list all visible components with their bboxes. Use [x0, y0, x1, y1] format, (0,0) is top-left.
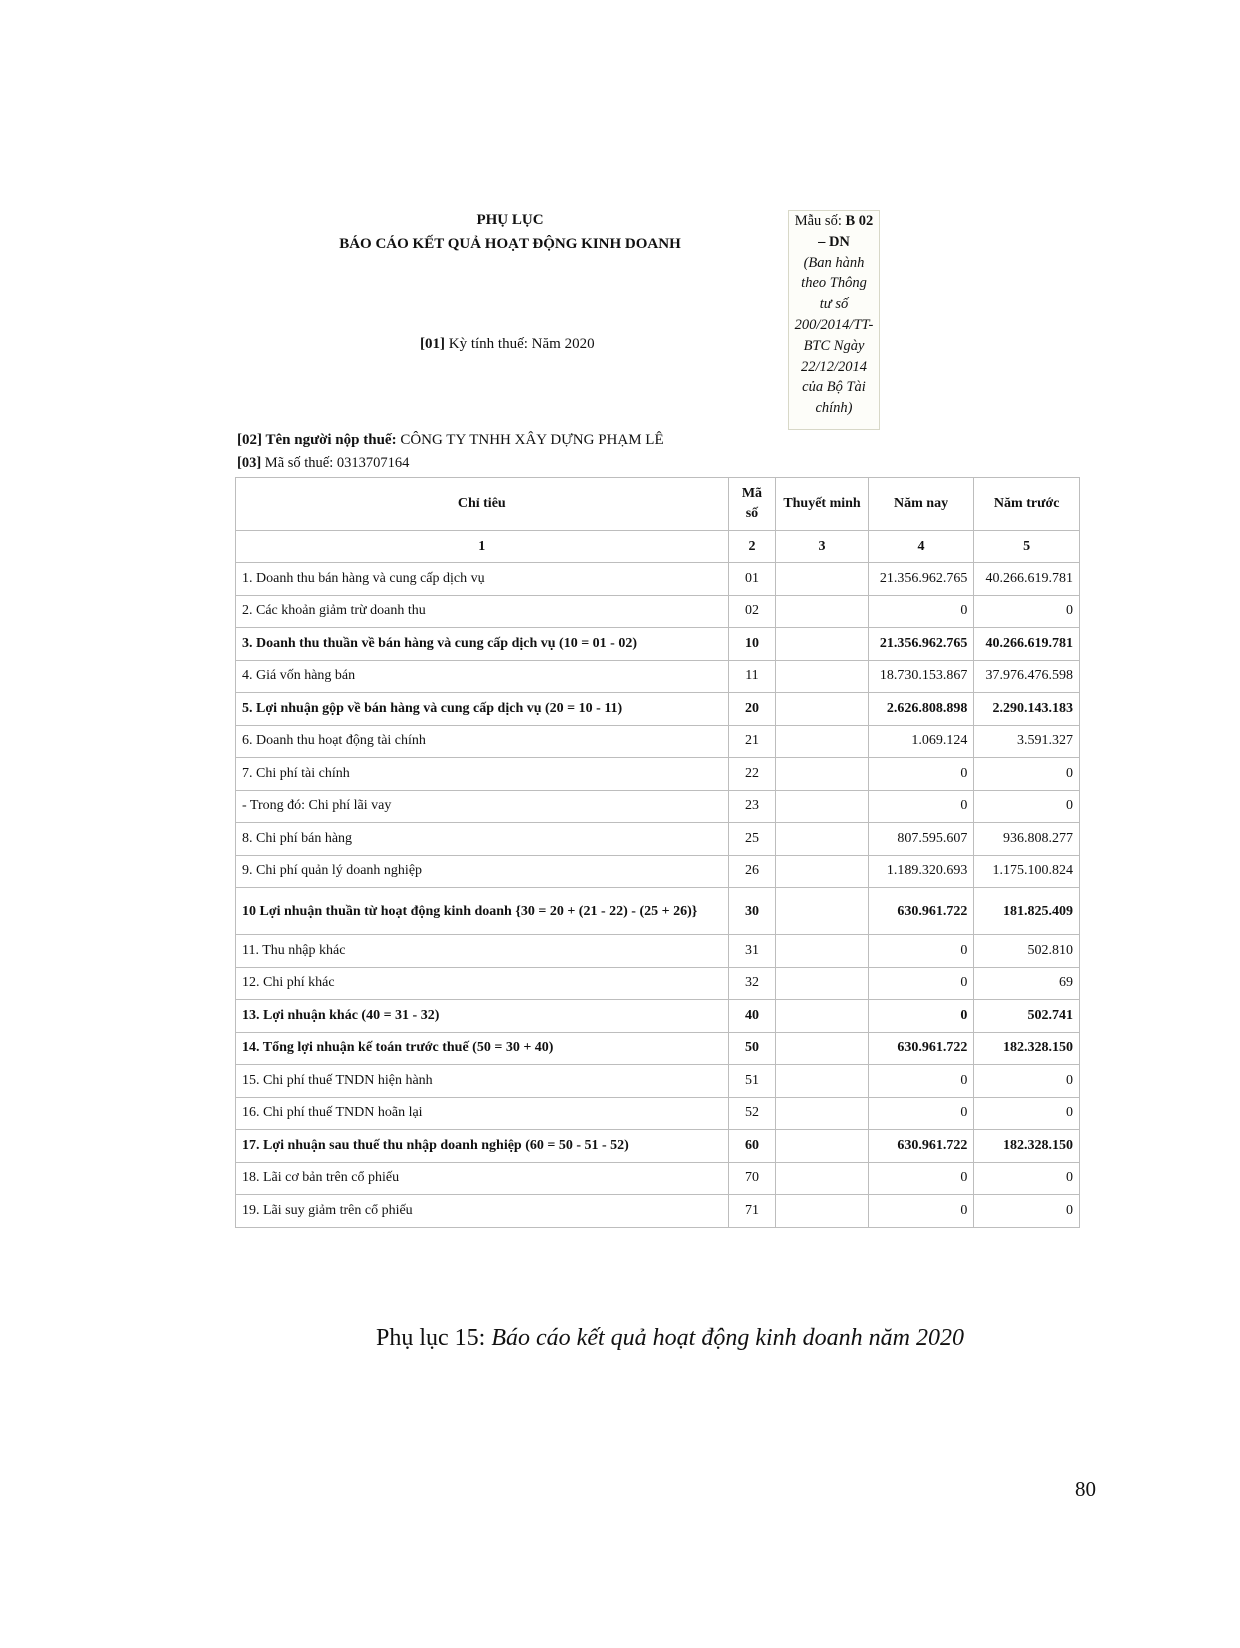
index-cell: 4 [868, 531, 974, 563]
tax-period-label: [01] [420, 336, 445, 352]
table-row [236, 1000, 1080, 1033]
header-cell-code: Mã số [728, 478, 776, 531]
table-row [236, 1130, 1080, 1163]
taxpayer-name [237, 432, 664, 449]
index-cell: 2 [728, 531, 776, 563]
note-cell [776, 888, 868, 935]
indicator-cell: 8. Chi phí bán hàng [236, 823, 729, 856]
previous-year-cell: 0 [974, 595, 1080, 628]
previous-year-cell: 3.591.327 [974, 725, 1080, 758]
current-year-cell: 0 [868, 1162, 974, 1195]
code-cell: 51 [728, 1065, 776, 1098]
current-year-cell: 2.626.808.898 [868, 693, 974, 726]
index-cell: 1 [236, 531, 729, 563]
note-cell [776, 855, 868, 888]
code-cell: 32 [728, 967, 776, 1000]
indicator-cell: 10 Lợi nhuận thuần từ hoạt động kinh doanh {30 = 20 + (21 - 22) - (25 + 26)} [236, 888, 729, 935]
note-cell [776, 790, 868, 823]
code-cell: 26 [728, 855, 776, 888]
previous-year-cell: 936.808.277 [974, 823, 1080, 856]
current-year-cell: 0 [868, 1195, 974, 1228]
form-note-line: BTC Ngày [803, 337, 865, 354]
current-year-cell: 0 [868, 1065, 974, 1098]
indicator-cell: 11. Thu nhập khác [236, 935, 729, 968]
table-row [236, 1065, 1080, 1098]
note-cell [776, 758, 868, 791]
column-index-row [236, 531, 1080, 563]
code-cell: 10 [728, 628, 776, 661]
code-cell: 01 [728, 563, 776, 596]
form-note-line: 200/2014/TT- [794, 316, 874, 333]
indicator-cell: 5. Lợi nhuận gộp về bán hàng và cung cấp dịch vụ (20 = 10 - 11) [236, 693, 729, 726]
form-note-line: tư số [819, 296, 849, 313]
code-cell: 71 [728, 1195, 776, 1228]
form-note-line: (Ban hành [803, 254, 865, 271]
table-row [236, 628, 1080, 661]
previous-year-cell: 37.976.476.598 [974, 660, 1080, 693]
code-cell: 20 [728, 693, 776, 726]
current-year-cell: 807.595.607 [868, 823, 974, 856]
note-cell [776, 693, 868, 726]
code-cell: 02 [728, 595, 776, 628]
code-cell: 11 [728, 660, 776, 693]
indicator-cell: 17. Lợi nhuận sau thuế thu nhập doanh nghiệp (60 = 50 - 51 - 52) [236, 1130, 729, 1163]
table-row [236, 595, 1080, 628]
previous-year-cell: 1.175.100.824 [974, 855, 1080, 888]
table-row [236, 563, 1080, 596]
indicator-cell: 19. Lãi suy giảm trên cổ phiếu [236, 1195, 729, 1228]
indicator-cell: 16. Chi phí thuế TNDN hoãn lại [236, 1097, 729, 1130]
indicator-cell: - Trong đó: Chi phí lãi vay [236, 790, 729, 823]
note-cell [776, 1065, 868, 1098]
table-row [236, 855, 1080, 888]
note-cell [776, 1097, 868, 1130]
indicator-cell: 7. Chi phí tài chính [236, 758, 729, 791]
form-number-box [788, 210, 880, 430]
code-cell: 52 [728, 1097, 776, 1130]
previous-year-cell: 40.266.619.781 [974, 563, 1080, 596]
current-year-cell: 0 [868, 1097, 974, 1130]
tax-period-text: Kỳ tính thuế: Năm 2020 [448, 336, 595, 352]
index-cell: 3 [776, 531, 868, 563]
header-cell-note: Thuyết minh [776, 478, 868, 531]
code-cell: 21 [728, 725, 776, 758]
form-note-line: của Bộ Tài [802, 379, 866, 396]
table-row [236, 823, 1080, 856]
note-cell [776, 725, 868, 758]
table-row [236, 1032, 1080, 1065]
current-year-cell: 21.356.962.765 [868, 628, 974, 661]
caption-text: Báo cáo kết quả hoạt động kinh doanh năm 2020 [491, 1325, 964, 1351]
caption-prefix: Phụ lục 15: [376, 1325, 486, 1351]
page-number: 80 [1075, 1477, 1096, 1501]
table-row [236, 693, 1080, 726]
indicator-cell: 15. Chi phí thuế TNDN hiện hành [236, 1065, 729, 1098]
figure-caption [0, 1325, 1240, 1352]
tax-period [420, 336, 595, 353]
code-cell: 25 [728, 823, 776, 856]
table-row [236, 758, 1080, 791]
form-number-line [789, 211, 879, 232]
table-row [236, 967, 1080, 1000]
table-row [236, 790, 1080, 823]
note-cell [776, 1162, 868, 1195]
note-cell [776, 1000, 868, 1033]
current-year-cell: 0 [868, 935, 974, 968]
indicator-cell: 3. Doanh thu thuần về bán hàng và cung cấp dịch vụ (10 = 01 - 02) [236, 628, 729, 661]
current-year-cell: 18.730.153.867 [868, 660, 974, 693]
indicator-cell: 12. Chi phí khác [236, 967, 729, 1000]
indicator-cell: 18. Lãi cơ bản trên cổ phiếu [236, 1162, 729, 1195]
form-note-line: theo Thông [801, 275, 867, 292]
note-cell [776, 660, 868, 693]
previous-year-cell: 502.741 [974, 1000, 1080, 1033]
code-cell: 31 [728, 935, 776, 968]
previous-year-cell: 181.825.409 [974, 888, 1080, 935]
code-cell: 23 [728, 790, 776, 823]
current-year-cell: 0 [868, 1000, 974, 1033]
table-row [236, 888, 1080, 935]
current-year-cell: 630.961.722 [868, 888, 974, 935]
taxpayer-name-label: [02] Tên người nộp thuế: [237, 432, 397, 448]
header-cell-indicator: Chỉ tiêu [236, 478, 729, 531]
current-year-cell: 630.961.722 [868, 1032, 974, 1065]
indicator-cell: 4. Giá vốn hàng bán [236, 660, 729, 693]
current-year-cell: 0 [868, 595, 974, 628]
note-cell [776, 1130, 868, 1163]
previous-year-cell: 0 [974, 1065, 1080, 1098]
previous-year-cell: 40.266.619.781 [974, 628, 1080, 661]
note-cell [776, 1195, 868, 1228]
previous-year-cell: 69 [974, 967, 1080, 1000]
appendix-title: PHỤ LỤC [476, 212, 544, 228]
indicator-cell: 13. Lợi nhuận khác (40 = 31 - 32) [236, 1000, 729, 1033]
tax-code-value: Mã số thuế: 0313707164 [264, 455, 410, 471]
indicator-cell: 2. Các khoản giảm trừ doanh thu [236, 595, 729, 628]
current-year-cell: 630.961.722 [868, 1130, 974, 1163]
note-cell [776, 823, 868, 856]
current-year-cell: 21.356.962.765 [868, 563, 974, 596]
previous-year-cell: 182.328.150 [974, 1032, 1080, 1065]
table-row [236, 1195, 1080, 1228]
code-cell: 30 [728, 888, 776, 935]
form-number-b: – DN [818, 233, 850, 250]
note-cell [776, 1032, 868, 1065]
income-statement-table [235, 477, 1080, 1228]
table-row [236, 935, 1080, 968]
table-row [236, 660, 1080, 693]
code-cell: 40 [728, 1000, 776, 1033]
form-number-a: B 02 [845, 213, 874, 229]
note-cell [776, 967, 868, 1000]
code-cell: 22 [728, 758, 776, 791]
current-year-cell: 0 [868, 790, 974, 823]
index-cell: 5 [974, 531, 1080, 563]
code-cell: 70 [728, 1162, 776, 1195]
note-cell [776, 563, 868, 596]
indicator-cell: 9. Chi phí quản lý doanh nghiệp [236, 855, 729, 888]
current-year-cell: 0 [868, 967, 974, 1000]
code-cell: 60 [728, 1130, 776, 1163]
form-note-line: chính) [815, 400, 853, 417]
header-row [236, 478, 1080, 531]
current-year-cell: 1.069.124 [868, 725, 974, 758]
note-cell [776, 595, 868, 628]
previous-year-cell: 0 [974, 758, 1080, 791]
form-number-prefix: Mẫu số: [794, 213, 842, 229]
code-cell: 50 [728, 1032, 776, 1065]
previous-year-cell: 502.810 [974, 935, 1080, 968]
table-row [236, 725, 1080, 758]
indicator-cell: 1. Doanh thu bán hàng và cung cấp dịch vụ [236, 563, 729, 596]
report-title: BÁO CÁO KẾT QUẢ HOẠT ĐỘNG KINH DOANH [339, 236, 681, 252]
indicator-cell: 6. Doanh thu hoạt động tài chính [236, 725, 729, 758]
previous-year-cell: 0 [974, 1097, 1080, 1130]
current-year-cell: 0 [868, 758, 974, 791]
form-note-line: 22/12/2014 [800, 358, 868, 375]
previous-year-cell: 0 [974, 1195, 1080, 1228]
table-row [236, 1162, 1080, 1195]
header-cell-previous-year: Năm trước [974, 478, 1080, 531]
note-cell [776, 935, 868, 968]
current-year-cell: 1.189.320.693 [868, 855, 974, 888]
tax-code-label: [03] [237, 455, 262, 471]
previous-year-cell: 2.290.143.183 [974, 693, 1080, 726]
note-cell [776, 628, 868, 661]
taxpayer-name-value: CÔNG TY TNHH XÂY DỰNG PHẠM LÊ [400, 432, 664, 448]
header-cell-current-year: Năm nay [868, 478, 974, 531]
previous-year-cell: 182.328.150 [974, 1130, 1080, 1163]
table-row [236, 1097, 1080, 1130]
indicator-cell: 14. Tổng lợi nhuận kế toán trước thuế (50 = 30 + 40) [236, 1032, 729, 1065]
previous-year-cell: 0 [974, 1162, 1080, 1195]
previous-year-cell: 0 [974, 790, 1080, 823]
tax-code [237, 455, 409, 472]
